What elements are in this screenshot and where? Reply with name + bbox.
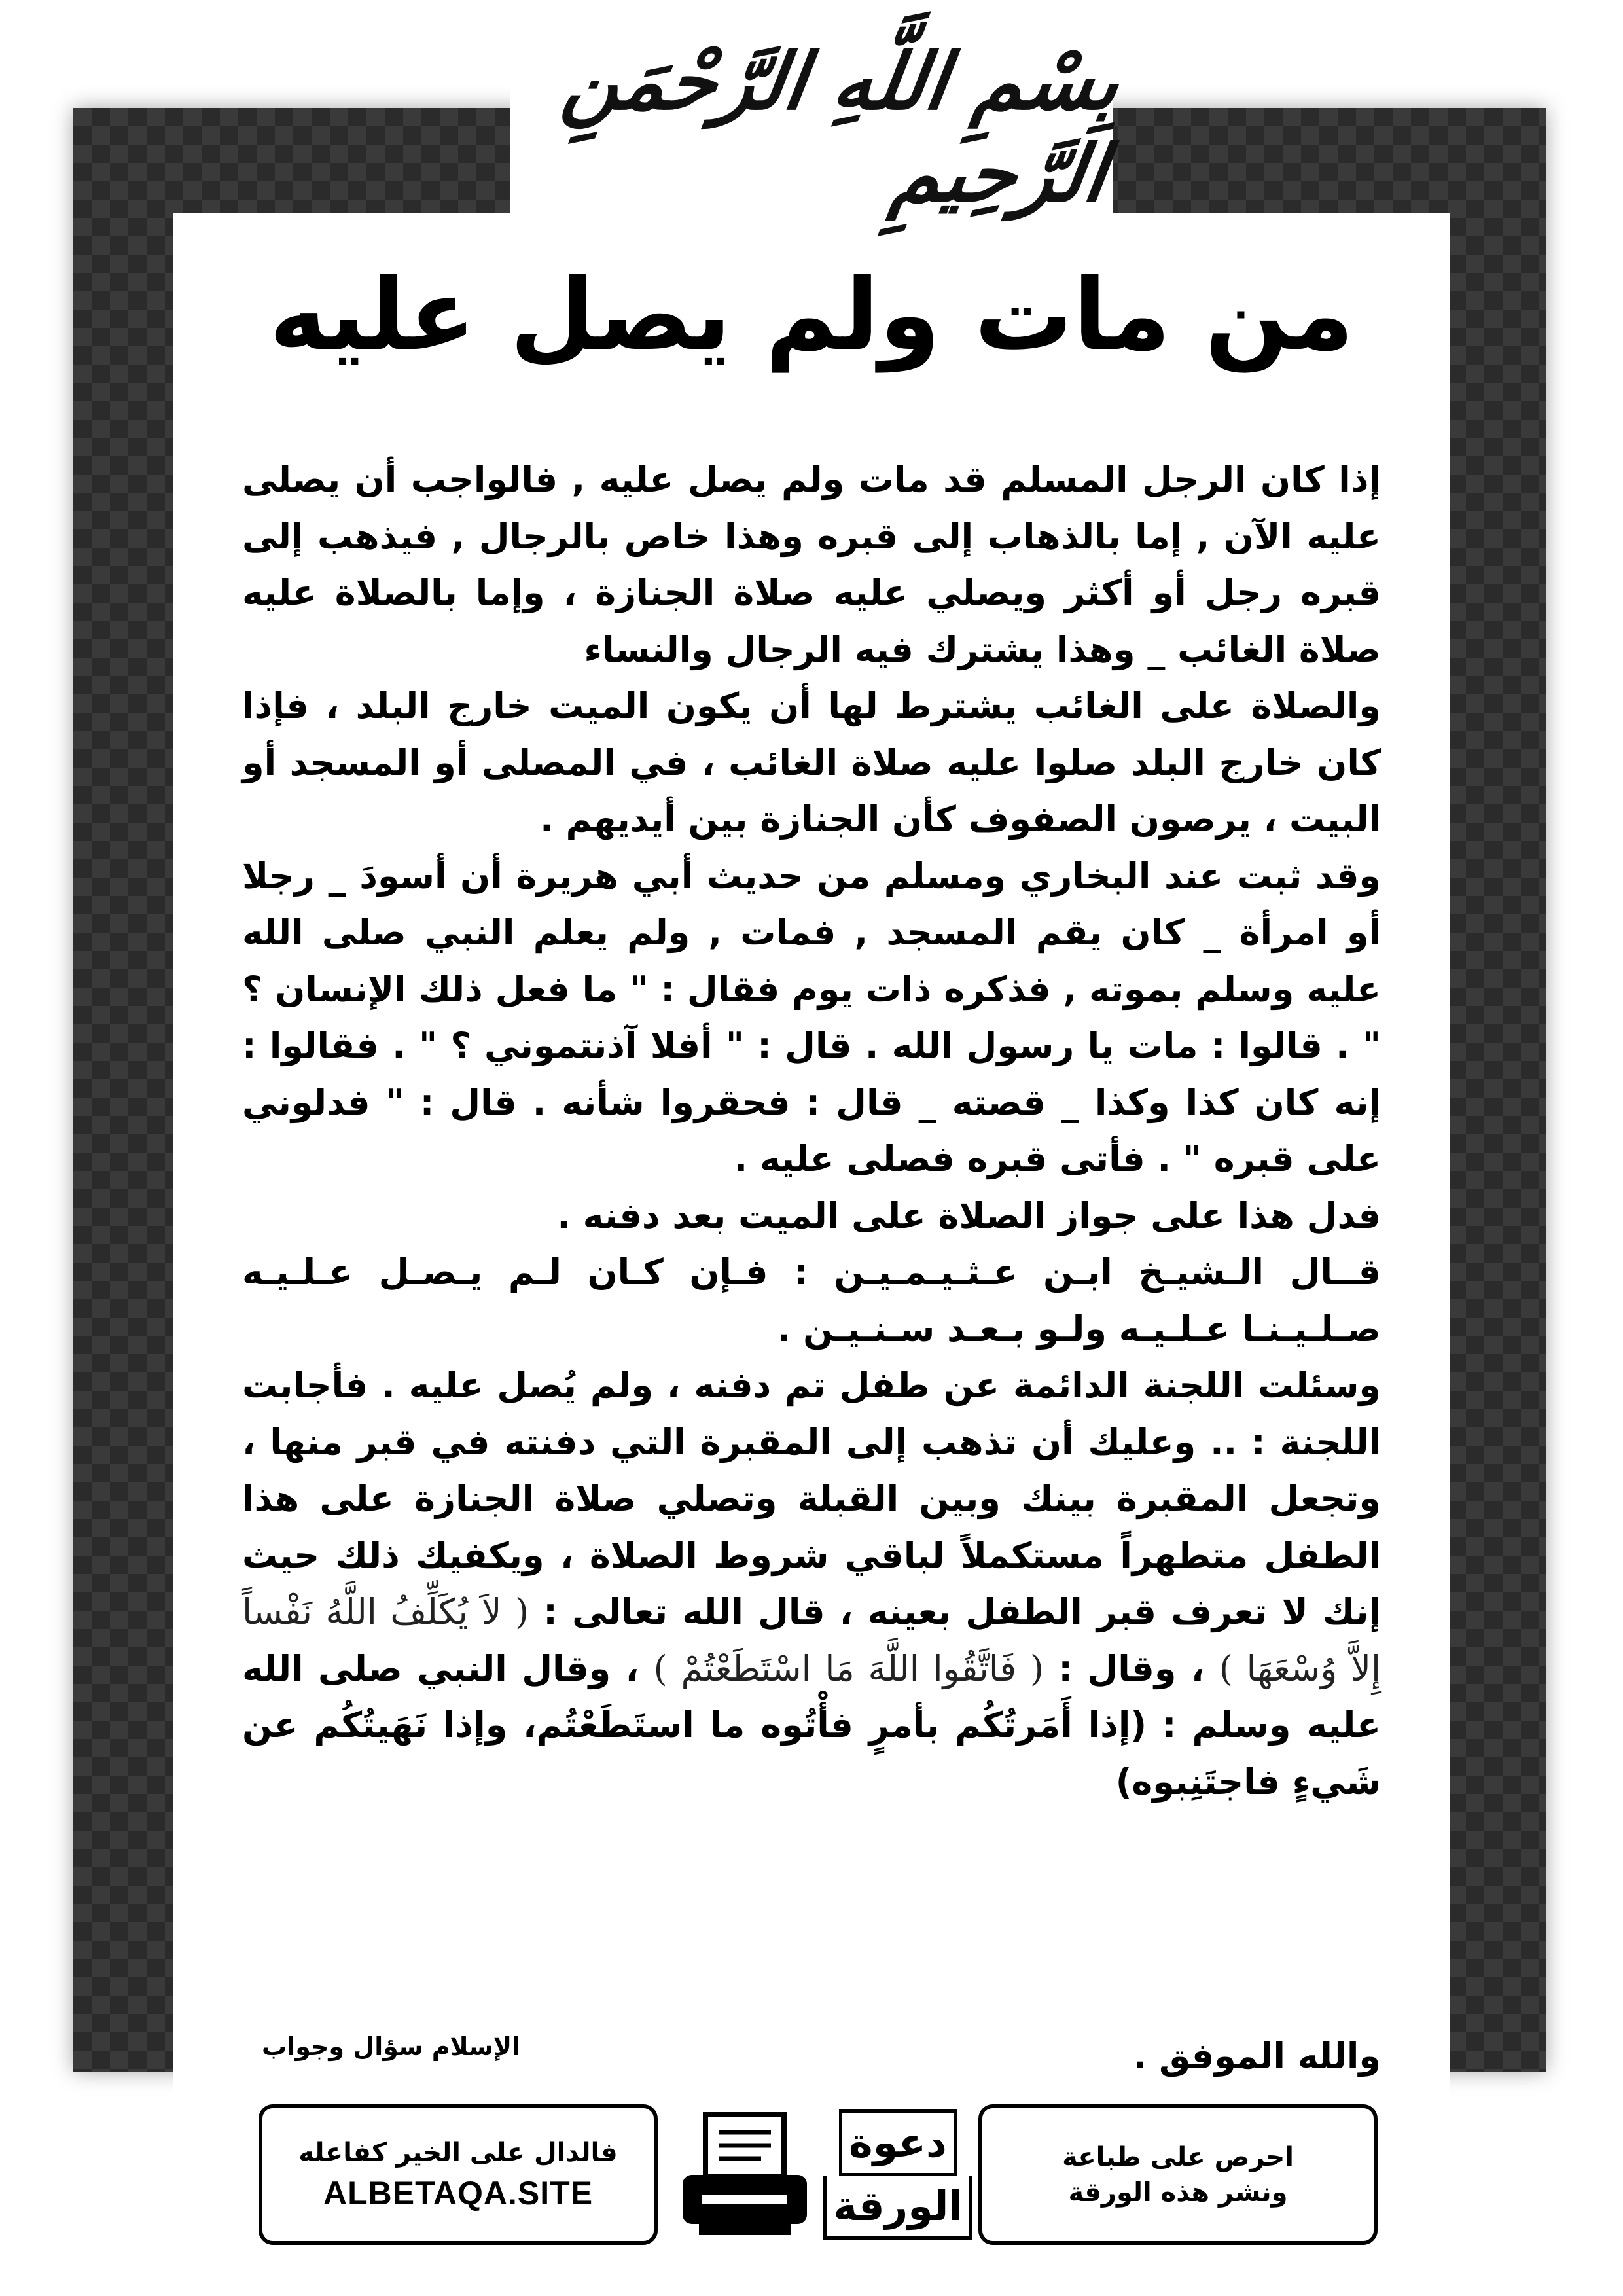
logo-word-1: دعوة bbox=[839, 2109, 957, 2176]
footer-print-line-2: ونشر هذه الورقة bbox=[1068, 2177, 1288, 2208]
footer-site-url[interactable]: ALBETAQA.SITE bbox=[323, 2174, 594, 2212]
paragraph-4: فدل هذا على جواز الصلاة على الميت بعد دفنه . bbox=[557, 1194, 1381, 1236]
footer-site-box bbox=[259, 2104, 658, 2245]
paragraph-6-part-a: وسئلت اللجنة الدائمة عن طفل تم دفنه ، ولم يُصل عليه . فأجابت اللجنة : .. وعليك أن تذهب إلى المقبرة التي دفنته في قبر منها ، وتجعل المقبرة بينك وبين القبلة وتصلي صلاة الجنازة على هذا الطفل متطهراً مستكملاً لباقي شروط الصلاة ، ويكفيك ذلك حيث إنك لا تعرف قبر الطفل بعينه ، قال الله تعالى : bbox=[242, 1365, 1381, 1632]
paragraph-2: والصلاة على الغائب يشترط لها أن يكون الميت خارج البلد ، فإذا كان خارج البلد صلوا عليه صلاة الغائب ، في المصلى أو المسجد أو البيت ، يرصون الصفوف كأن الجنازة بين أيديهم . bbox=[242, 685, 1381, 840]
basmala-calligraphy bbox=[510, 35, 1126, 220]
quran-verse-2: ( فَاتَّقُوا اللَّهَ مَا اسْتَطَعْتُمْ ) bbox=[653, 1647, 1044, 1689]
footer-print-box bbox=[978, 2104, 1378, 2245]
paragraph-3: وقد ثبت عند البخاري ومسلم من حديث أبي هريرة أن أسودَ _ رجلا أو امرأة _ كان يقم المسجد , فمات , ولم يعلم النبي صلى الله عليه وسلم بموته , فذكره ذات يوم فقال : " ما فعل ذلك الإنسان ؟ " . قالوا : مات يا رسول الله . قال : " أفلا آذنتموني ؟ " . فقالوا : إنه كان كذا وكذا _ قصته _ قال : فحقروا شأنه . قال : " فدلوني على قبره " . فأتى قبره فصلى عليه . bbox=[242, 855, 1381, 1179]
printer-icon bbox=[676, 2109, 813, 2240]
page-title: من مات ولم يصل عليه bbox=[269, 259, 1354, 372]
paragraph-6-part-c: ، وقال النبي صلى الله عليه وسلم : (إذا أَمَرتُكُم بأمرٍ فأْتُوه ما استَطَعْتُم، وإذا نَهَيتُكُم عن شَيءٍ فاجتَنِبوه) bbox=[242, 1647, 1381, 1803]
basmala-text: بِسْمِ اللَّهِ الرَّحْمَنِ الرَّحِيمِ bbox=[557, 35, 1126, 220]
footer-motto: فالدال على الخير كفاعله bbox=[298, 2137, 618, 2168]
footer-center bbox=[676, 2104, 963, 2245]
paragraph-6-part-b: ، وقال : bbox=[1058, 1647, 1205, 1689]
closing-line: والله الموفق . bbox=[1133, 2036, 1381, 2077]
article-body bbox=[242, 452, 1381, 1810]
dawa-logo bbox=[833, 2104, 963, 2245]
paragraph-5: قــال الـشيـخ ابـن عـثـيـمـيـن : فـإن كـان لـم يـصـل عـلـيـه صـلـيـنـا عـلـيـه ولـو بـعـد سـنـيـن . bbox=[242, 1251, 1381, 1350]
quran-verse-1: ( لاَ يُكَلِّفُ اللَّهُ نَفْساً إِلاَّ وُسْعَهَا ) bbox=[242, 1591, 1381, 1689]
paragraph-1: إذا كان الرجل المسلم قد مات ولم يصل عليه , فالواجب أن يصلى عليه الآن , إما بالذهاب إلى قبره وهذا خاص بالرجال , فيذهب إلى قبره رجل أو أكثر ويصلي عليه صلاة الجنازة ، وإما بالصلاة عليه صلاة الغائب _ وهذا يشترك فيه الرجال والنساء bbox=[242, 459, 1381, 670]
source-credit: الإسلام سؤال وجواب bbox=[262, 2032, 521, 2061]
footer bbox=[259, 2098, 1378, 2251]
paragraph-6 bbox=[242, 1357, 1381, 1810]
footer-print-line-1: احرص على طباعة bbox=[1062, 2142, 1294, 2172]
logo-word-2: الورقة bbox=[823, 2176, 972, 2240]
